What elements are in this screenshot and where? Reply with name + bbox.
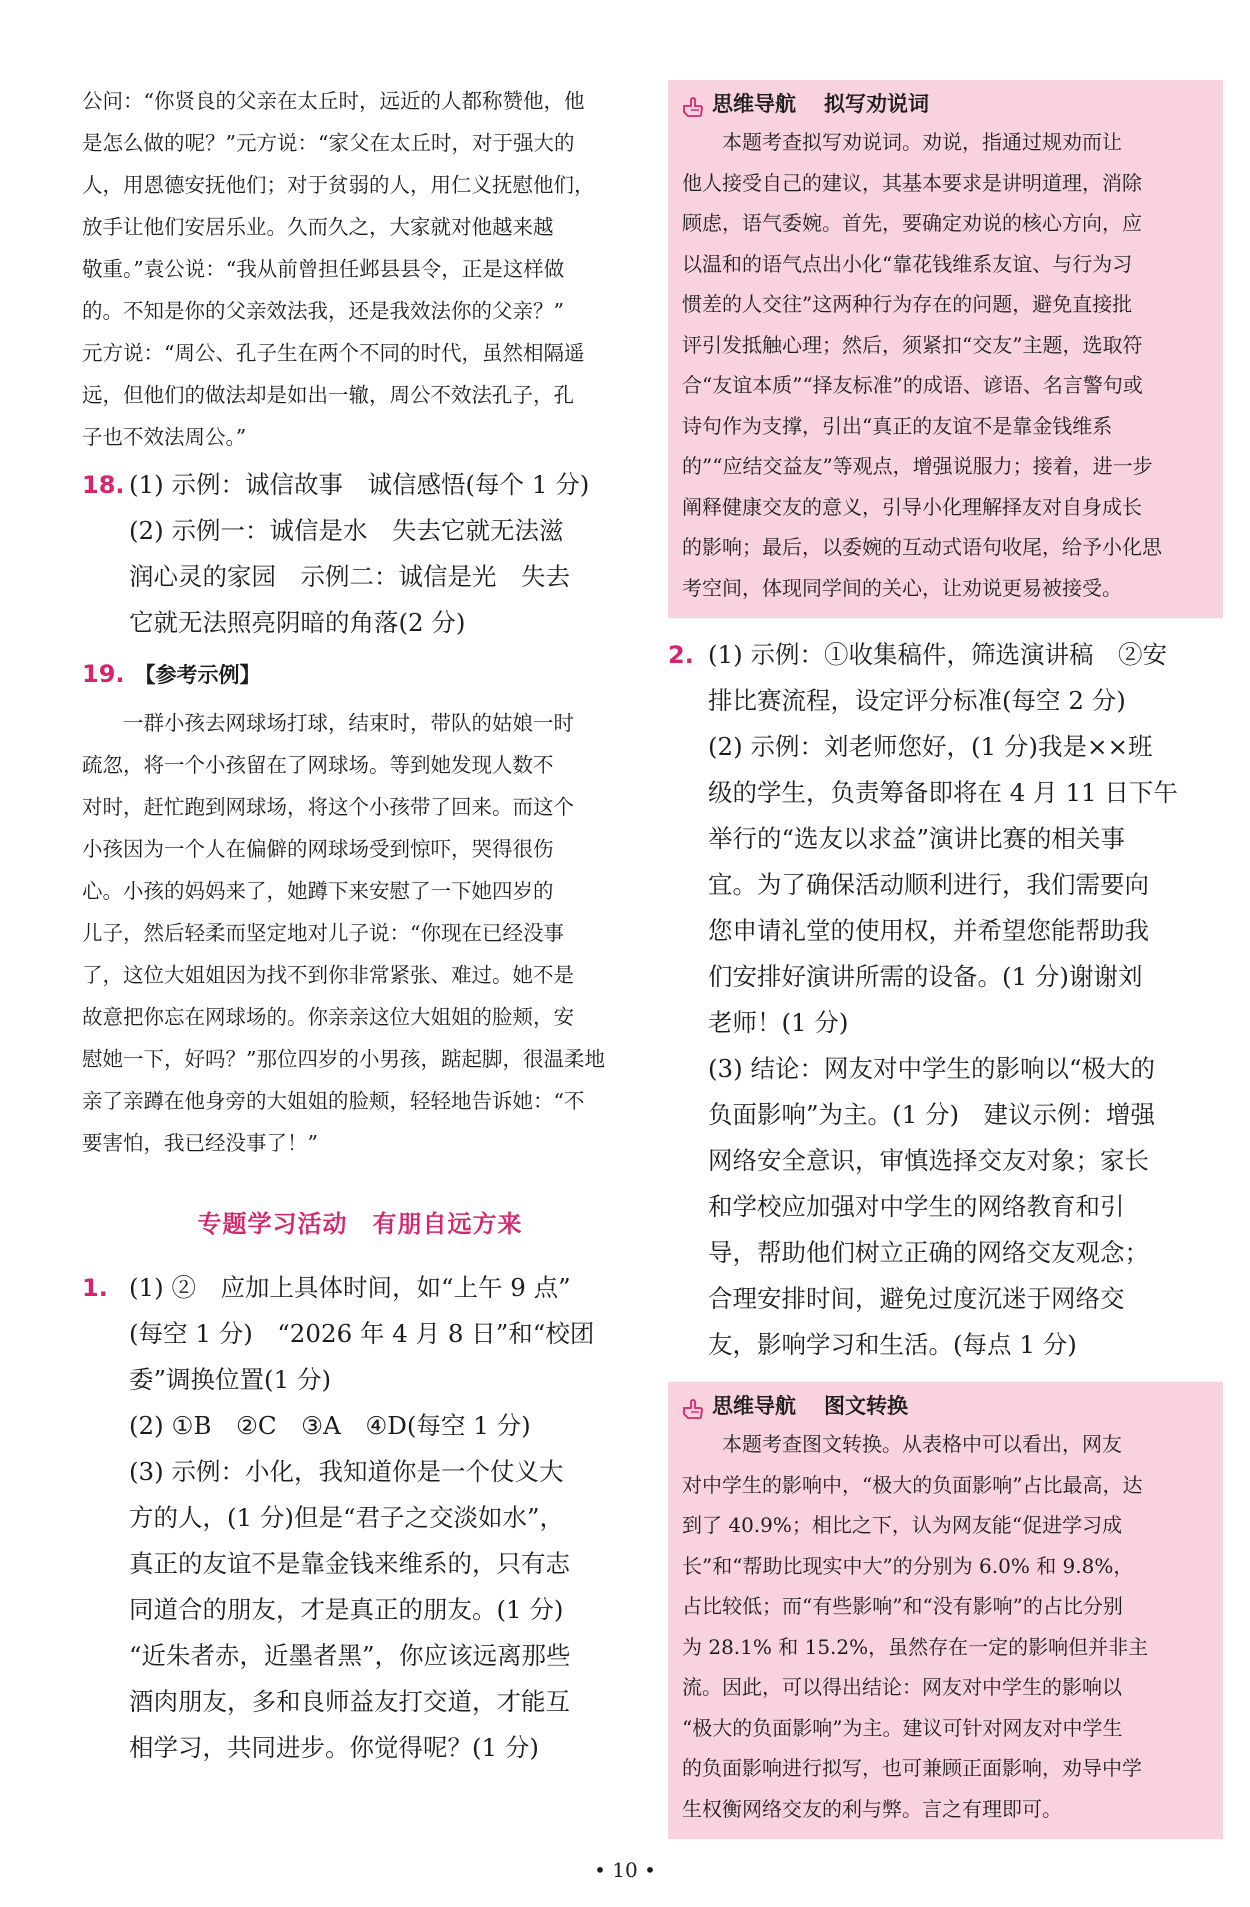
text-line: 疏忽，将一个小孩留在了网球场。等到她发现人数不	[82, 753, 554, 777]
answer-line: 委”调换位置(1 分)	[129, 1365, 332, 1394]
text-line: 合“友谊本质”“择友标准”的成语、谚语、名言警句或	[682, 373, 1143, 397]
text-line: 他人接受自己的建议，其基本要求是讲明道理，消除	[682, 170, 1142, 195]
answer-18	[82, 462, 638, 646]
text-line: 了，这位大姐姐因为找不到你非常紧张、难过。她不是	[82, 963, 574, 987]
text-line: 一群小孩去网球场打球，结束时，带队的姑娘一时	[123, 711, 574, 735]
text-line: 的。不知是你的父亲效法我，还是我效法你的父亲？”	[82, 299, 564, 323]
text-line: 儿子，然后轻柔而坚定地对儿子说：“你现在已经没事	[82, 921, 564, 945]
text-line: 慰她一下，好吗？”那位四岁的小男孩，踮起脚，很温柔地	[82, 1047, 605, 1071]
text-line: 的负面影响进行拟写，也可兼顾正面影响，劝导中学	[682, 1756, 1142, 1780]
answer-line: 友，影响学习和生活。(每点 1 分)	[708, 1330, 1077, 1359]
answer-line: 它就无法照亮阴暗的角落(2 分)	[129, 608, 466, 637]
answer-19-body	[82, 702, 638, 1164]
answer-line: (3) 结论：网友对中学生的影响以“极大的	[708, 1054, 1156, 1083]
text-line: 生权衡网络交友的利与弊。言之有理即可。	[682, 1796, 1062, 1821]
box-label: 思维导航	[712, 1394, 796, 1418]
text-line: 为 28.1% 和 15.2%，虽然存在一定的影响但并非主	[682, 1634, 1149, 1659]
box-header	[682, 1388, 1209, 1424]
text-line: 公问：“你贤良的父亲在太丘时，远近的人都称赞他，他	[82, 89, 585, 113]
text-line: 子也不效法周公。”	[82, 425, 247, 449]
text-line: 流。因此，可以得出结论：网友对中学生的影响以	[682, 1675, 1122, 1699]
answer-line: 排比赛流程，设定评分标准(每空 2 分)	[708, 686, 1126, 715]
left-column	[82, 80, 638, 1771]
thinking-guide-box-2	[668, 1382, 1223, 1839]
text-line: 元方说：“周公、孔子生在两个不同的时代，虽然相隔遥	[82, 341, 585, 365]
text-line: 以温和的语气点出小化“靠花钱维系友谊、与行为习	[682, 251, 1133, 276]
answer-1	[82, 1265, 638, 1771]
section-title: 专题学习活动 有朋自远方来	[197, 1210, 523, 1238]
text-line: 占比较低；而“有些影响”和“没有影响”的占比分别	[682, 1594, 1123, 1618]
text-line: 故意把你忘在网球场的。你亲亲这位大姐姐的脸颊，安	[82, 1005, 574, 1029]
text-line: 评引发抵触心理；然后，须紧扣“交友”主题，选取符	[682, 332, 1143, 357]
answer-line: 酒肉朋友，多和良师益友打交道，才能互	[129, 1687, 570, 1716]
answer-line: (1) 示例：诚信故事 诚信感悟(每个 1 分)	[129, 470, 590, 499]
answer-line: (1) ② 应加上具体时间，如“上午 9 点”	[129, 1273, 571, 1302]
answer-line: 老师！(1 分)	[708, 1008, 849, 1037]
text-line: 对中学生的影响中，“极大的负面影响”占比最高，达	[682, 1472, 1143, 1497]
answer-line: 网络安全意识，审慎选择交友对象；家长	[708, 1146, 1149, 1175]
answer-2	[668, 632, 1223, 1368]
answer-line: (2) 示例：刘老师您好，(1 分)我是××班	[708, 732, 1153, 761]
text-line: 诗句作为支撑，引出“真正的友谊不是靠金钱维系	[682, 413, 1113, 438]
box-header	[682, 86, 1209, 122]
text-line: 本题考查拟写劝说词。劝说，指通过规劝而让	[722, 130, 1122, 154]
box-topic: 图文转换	[824, 1394, 908, 1418]
text-line: 是怎么做的呢？”元方说：“家父在太丘时，对于强大的	[82, 131, 575, 155]
text-line: 的影响；最后，以委婉的互动式语句收尾，给予小化思	[682, 535, 1162, 559]
text-line: 要害怕，我已经没事了！”	[82, 1131, 318, 1155]
thinking-guide-box-1	[668, 80, 1223, 618]
text-line: 到了 40.9%；相比之下，认为网友能“促进学习成	[682, 1513, 1123, 1537]
answer-line: (3) 示例：小化，我知道你是一个仗义大	[129, 1457, 564, 1486]
answer-line: (1) 示例：①收集稿件，筛选演讲稿 ②安	[708, 640, 1167, 669]
text-line: 对时，赶忙跑到网球场，将这个小孩带了回来。而这个	[82, 795, 574, 819]
answer-line: 润心灵的家园 示例二：诚信是光 失去	[129, 562, 570, 591]
text-line: 惯差的人交往”这两种行为存在的问题，避免直接批	[682, 292, 1133, 316]
answer-line: “近朱者赤，近墨者黑”，你应该远离那些	[129, 1641, 571, 1670]
answer-line: 们安排好演讲所需的设备。(1 分)谢谢刘	[708, 962, 1143, 991]
answer-line: 导，帮助他们树立正确的网络交友观念；	[708, 1238, 1149, 1267]
answer-line: 举行的“选友以求益”演讲比赛的相关事	[708, 824, 1126, 853]
text-line: 的”“应结交益友”等观点，增强说服力；接着，进一步	[682, 454, 1153, 478]
right-column	[668, 80, 1223, 1839]
text-line: 小孩因为一个人在偏僻的网球场受到惊吓，哭得很伤	[82, 837, 554, 861]
answer-line: 和学校应加强对中学生的网络教育和引	[708, 1192, 1125, 1221]
answer-line: 真正的友谊不是靠金钱来维系的，只有志	[129, 1549, 570, 1578]
text-line: 长”和“帮助比现实中大”的分别为 6.0% 和 9.8%，	[682, 1553, 1134, 1578]
answer-line: 负面影响”为主。(1 分) 建议示例：增强	[708, 1100, 1156, 1129]
question-number: 1.	[82, 1274, 108, 1302]
pointing-hand-icon	[682, 93, 704, 115]
box-topic: 拟写劝说词	[824, 92, 929, 116]
answer-line: 您申请礼堂的使用权，并希望您能帮助我	[708, 916, 1149, 945]
story-text	[82, 80, 638, 458]
pointing-hand-icon	[682, 1395, 704, 1417]
text-line: “极大的负面影响”为主。建议可针对网友对中学生	[682, 1715, 1123, 1740]
answer-line: 方的人，(1 分)但是“君子之交淡如水”，	[129, 1503, 565, 1532]
answer-line: 同道合的朋友，才是真正的朋友。(1 分)	[129, 1595, 564, 1624]
box-label: 思维导航	[712, 92, 796, 116]
answer-line: (2) ①B ②C ③A ④D(每空 1 分)	[129, 1411, 531, 1440]
text-line: 本题考查图文转换。从表格中可以看出，网友	[722, 1432, 1122, 1456]
question-number: 18.	[82, 471, 125, 499]
answer-line: 相学习，共同进步。你觉得呢？(1 分)	[129, 1733, 539, 1762]
text-line: 亲了亲蹲在他身旁的大姐姐的脸颊，轻轻地告诉她：“不	[82, 1089, 585, 1113]
text-line: 心。小孩的妈妈来了，她蹲下来安慰了一下她四岁的	[82, 879, 554, 903]
text-line: 顾虑，语气委婉。首先，要确定劝说的核心方向，应	[682, 211, 1142, 235]
answer-19-header	[82, 654, 638, 696]
page-number: • 10 •	[594, 1858, 656, 1882]
question-number: 19.	[82, 660, 125, 688]
answer-line: 宜。为了确保活动顺利进行，我们需要向	[708, 870, 1149, 899]
answer-line: (每空 1 分) “2026 年 4 月 8 日”和“校团	[129, 1319, 595, 1348]
answer-line: (2) 示例一：诚信是水 失去它就无法滋	[129, 516, 564, 545]
text-line: 人，用恩德安抚他们；对于贫弱的人，用仁义抚慰他们，	[82, 173, 595, 197]
question-number: 2.	[668, 641, 694, 669]
text-line: 放手让他们安居乐业。久而久之，大家就对他越来越	[82, 215, 554, 239]
text-line: 考空间，体现同学间的关心，让劝说更易被接受。	[682, 575, 1122, 600]
text-line: 阐释健康交友的意义，引导小化理解择友对自身成长	[682, 494, 1142, 519]
answer-line: 级的学生，负责筹备即将在 4 月 11 日下午	[708, 778, 1178, 807]
answer-line: 合理安排时间，避免过度沉迷于网络交	[708, 1284, 1125, 1313]
reference-tag: 【参考示例】	[134, 663, 261, 687]
text-line: 远，但他们的做法却是如出一辙，周公不效法孔子，孔	[82, 383, 574, 407]
text-line: 敬重。”袁公说：“我从前曾担任邺县县令，正是这样做	[82, 257, 565, 281]
